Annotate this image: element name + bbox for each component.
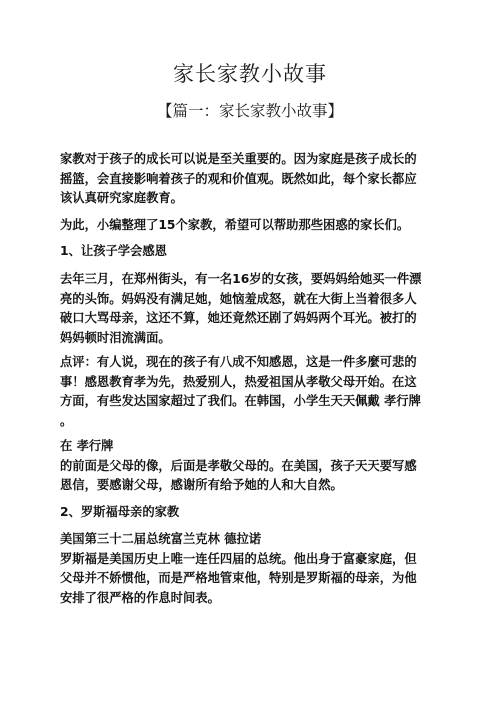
paragraph-filial-plaque — [60, 437, 444, 496]
text-line: 。 — [60, 413, 73, 428]
text-line: 该认真研究家庭教育。 — [60, 191, 183, 205]
text-line: 去年三月，在郑州街头，有一名16岁的女孩，要妈妈给她买一件漂 — [60, 272, 422, 286]
text-line: 1、让孩子学会感恩 — [60, 244, 167, 258]
text-line: 家教对于孩子的成长可以说是至关重要的。因为家庭是孩子成长的 — [60, 152, 417, 166]
page-title: 家长家教小故事 — [173, 62, 327, 86]
text-line: 点评：有人说，现在的孩子有八成不知感恩，这是一件多麼可悲的 — [60, 355, 417, 369]
paragraph-purpose — [60, 216, 444, 236]
paragraph-comment — [60, 353, 444, 431]
heading-2 — [60, 503, 444, 523]
text-line: 2、罗斯福母亲的家教 — [60, 505, 180, 519]
text-line: 恩信，要感谢父母，感谢所有给予她的人和大自然。 — [60, 478, 343, 492]
paragraph-story-1 — [60, 270, 444, 348]
section-heading: 【篇一：家长家教小故事】 — [156, 102, 343, 120]
text-line: 事！感恩教育孝为先，热爱别人，热爱祖国从孝敬父母开始。在这 — [60, 374, 417, 389]
text-line: 父母并不娇惯他，而是严格地管束他，特别是罗斯福的母亲，为他 — [60, 571, 417, 585]
text-line: 在 孝行牌 — [60, 439, 114, 453]
text-line: 方面，有些发达国家超过了我们。在韩国，小学生天天佩戴 孝行牌 — [60, 394, 421, 408]
text-line: 妈妈顿时泪流满面。 — [60, 330, 171, 345]
text-line: 摇篮，会直接影响着孩子的观和价值观。既然如此，每个家长都应 — [60, 171, 417, 186]
paragraph-intro — [60, 150, 444, 209]
paragraph-roosevelt — [60, 530, 444, 608]
text-line: 的前面是父母的像，后面是孝敬父母的。在美国，孩子天天要写感 — [60, 458, 417, 473]
text-line: 为此，小编整理了15个家教，希望可以帮助那些困惑的家长们。 — [60, 218, 410, 232]
text-line: 亮的头饰。妈妈没有满足她，她恼羞成怒，就在大街上当着很多人 — [60, 291, 417, 306]
heading-1 — [60, 242, 444, 262]
text-line: 美国第三十二届总统富兰克林 德拉诺 — [60, 532, 262, 546]
text-line: 破口大骂母亲，这还不算，她还竟然还剧了妈妈两个耳光。被打的 — [60, 311, 417, 325]
text-line: 安排了很严格的作息时间表。 — [60, 590, 220, 605]
text-line: 罗斯福是美国历史上唯一连任四届的总统。他出身于富豪家庭，但 — [60, 551, 417, 566]
